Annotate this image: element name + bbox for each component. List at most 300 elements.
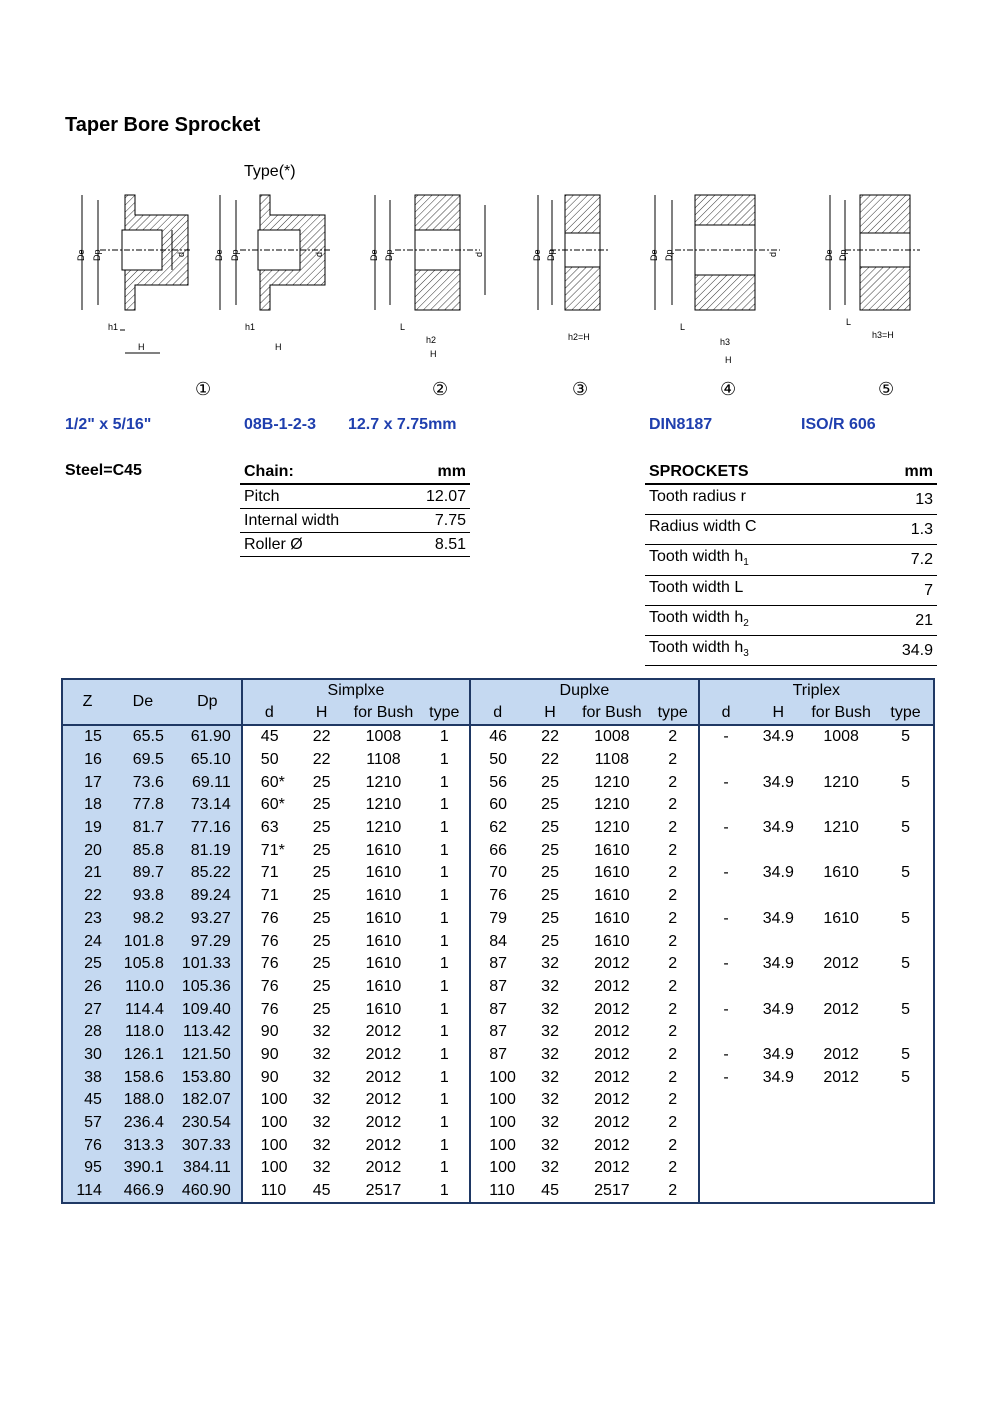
- svg-text:d: d: [176, 251, 186, 257]
- cell-de: 390.1: [112, 1157, 174, 1180]
- cell-simplex-d: 76: [260, 955, 279, 973]
- table-row: [62, 1066, 934, 1089]
- cell-duplex-type: 2: [648, 998, 699, 1021]
- cell-duplex-type: 2: [648, 1066, 699, 1089]
- cell-de: 81.7: [112, 817, 174, 840]
- cell-triplex-type: 5: [901, 1045, 910, 1063]
- cell-duplex-d: 70: [489, 864, 508, 882]
- cell-triplex-d: [699, 1021, 753, 1044]
- cell-duplex-d: 84: [489, 932, 508, 950]
- cell-simplex-h: 25: [312, 955, 331, 973]
- cell-simplex-h: 32: [312, 1023, 331, 1041]
- cell-simplex-bush: 1610: [365, 864, 402, 882]
- cell-triplex-d: -: [723, 955, 729, 973]
- cell-de: 85.8: [112, 839, 174, 862]
- table-row: [62, 1157, 934, 1180]
- cell-simplex-d: 76: [260, 909, 279, 927]
- cell-simplex-d: 76: [260, 977, 279, 995]
- cell-z: 25: [62, 953, 112, 976]
- cell-simplex-type: 1: [419, 839, 470, 862]
- cell-duplex-d: 50: [489, 751, 508, 769]
- drawing-type-4: [649, 195, 780, 365]
- cell-triplex-bush: 2012: [823, 1068, 859, 1086]
- cell-simplex-type: 1: [419, 908, 470, 931]
- cell-triplex-type: 5: [901, 864, 910, 882]
- cell-dp: 93.27: [174, 908, 242, 931]
- cell-duplex-d: 87: [489, 1045, 508, 1063]
- cell-simplex-type: 1: [419, 1112, 470, 1135]
- table-row: [62, 908, 934, 931]
- cell-triplex-bush: 2012: [823, 1045, 859, 1063]
- cell-duplex-bush: 1210: [594, 773, 630, 791]
- col-header-type: type: [878, 702, 934, 725]
- col-header-de: De: [112, 679, 174, 725]
- sprocket-label: Tooth radius r: [645, 484, 863, 515]
- cell-simplex-d: 76: [260, 1000, 279, 1018]
- cell-simplex-bush: 2012: [365, 1091, 402, 1109]
- cell-simplex-h: 32: [312, 1136, 331, 1154]
- table-row: [62, 771, 934, 794]
- table-row: [62, 930, 934, 953]
- table-row: [62, 998, 934, 1021]
- cell-simplex-h: 32: [312, 1045, 331, 1063]
- cell-simplex-h: 25: [312, 841, 331, 859]
- cell-de: 77.8: [112, 794, 174, 817]
- sprocket-dimension-table: [61, 678, 935, 1204]
- cell-simplex-bush: 1108: [366, 751, 401, 769]
- cell-duplex-bush: 2012: [594, 977, 630, 995]
- cell-triplex-bush: [804, 749, 878, 772]
- svg-text:Dp: Dp: [92, 249, 102, 261]
- drawing-type-1b: [214, 195, 330, 352]
- chain-value: 8.51: [397, 533, 470, 557]
- cell-simplex-type: 1: [419, 817, 470, 840]
- cell-duplex-type: 2: [648, 839, 699, 862]
- drawing-type-3: [532, 195, 610, 342]
- svg-text:h1: h1: [245, 322, 256, 332]
- sprockets-header: SPROCKETS: [645, 460, 863, 484]
- cell-z: 57: [62, 1112, 112, 1135]
- svg-text:De: De: [214, 249, 224, 261]
- col-header-d: d: [242, 702, 296, 725]
- cell-simplex-h: 32: [312, 1159, 331, 1177]
- cell-simplex-h: 22: [312, 751, 331, 769]
- cell-duplex-d: 56: [489, 773, 508, 791]
- cell-duplex-bush: 1008: [594, 728, 630, 746]
- cell-simplex-bush: 1610: [365, 887, 402, 905]
- cell-duplex-d: 110: [489, 1182, 515, 1200]
- cell-de: 188.0: [112, 1089, 174, 1112]
- table-row: [62, 839, 934, 862]
- cell-dp: 77.16: [174, 817, 242, 840]
- cell-triplex-h: [752, 1157, 804, 1180]
- cell-simplex-type: 1: [419, 749, 470, 772]
- cell-duplex-h: 25: [541, 864, 559, 882]
- col-header-type: type: [419, 702, 470, 725]
- cell-triplex-bush: [804, 1157, 878, 1180]
- cell-duplex-type: 2: [648, 1180, 699, 1204]
- cell-triplex-h: 34.9: [762, 909, 794, 927]
- cell-de: 105.8: [112, 953, 174, 976]
- cell-simplex-h: 32: [312, 1114, 331, 1132]
- cell-triplex-h: [752, 885, 804, 908]
- sprockets-spec-table: [645, 460, 937, 666]
- table-row: [62, 885, 934, 908]
- cell-simplex-bush: 1210: [365, 796, 402, 814]
- cell-simplex-bush: 1610: [365, 932, 402, 950]
- cell-simplex-type: 1: [419, 1180, 470, 1204]
- sprocket-label: Tooth width $h_3$: [645, 635, 863, 665]
- cell-de: 65.5: [112, 725, 174, 749]
- cell-simplex-d: 90: [260, 1068, 279, 1086]
- cell-duplex-bush: 2012: [594, 1136, 630, 1154]
- cell-triplex-d: -: [723, 864, 729, 882]
- cell-triplex-type: [878, 1157, 934, 1180]
- cell-simplex-d: 110: [260, 1182, 287, 1200]
- cell-simplex-bush: 2012: [365, 1023, 402, 1041]
- type-number-1: ①: [195, 379, 212, 400]
- table-row: [62, 1180, 934, 1204]
- sprocket-value: 13: [863, 484, 937, 515]
- cell-duplex-d: 100: [489, 1114, 516, 1132]
- cell-triplex-bush: [804, 885, 878, 908]
- sprocket-value: 21: [863, 605, 937, 635]
- cell-triplex-d: [699, 976, 753, 999]
- cell-de: 313.3: [112, 1134, 174, 1157]
- chain-spec-table: [240, 460, 470, 557]
- cell-duplex-bush: 2517: [594, 1182, 630, 1200]
- cell-duplex-h: 25: [541, 909, 559, 927]
- cell-duplex-bush: 1210: [594, 819, 630, 837]
- cell-duplex-bush: 2012: [594, 1045, 630, 1063]
- cell-simplex-d: 100: [260, 1136, 288, 1154]
- cell-triplex-bush: [804, 1089, 878, 1112]
- cell-duplex-type: 2: [648, 771, 699, 794]
- cell-duplex-bush: 1610: [594, 841, 630, 859]
- spec-size: 1/2" x 5/16": [65, 416, 152, 433]
- cell-triplex-h: 34.9: [762, 728, 794, 746]
- cell-simplex-bush: 1610: [365, 1000, 402, 1018]
- cell-duplex-h: 32: [541, 1000, 559, 1018]
- cell-simplex-bush: 2012: [365, 1068, 402, 1086]
- svg-text:L: L: [400, 322, 406, 332]
- cell-triplex-h: 34.9: [762, 864, 794, 882]
- cell-triplex-h: 34.9: [762, 1045, 794, 1063]
- cell-simplex-type: 1: [419, 953, 470, 976]
- cell-duplex-d: 87: [489, 977, 508, 995]
- cell-z: 76: [62, 1134, 112, 1157]
- col-header-bush: for Bush: [804, 702, 878, 725]
- cell-triplex-d: [699, 794, 753, 817]
- cell-duplex-type: 2: [648, 1044, 699, 1067]
- cell-duplex-type: 2: [648, 885, 699, 908]
- cell-simplex-type: 1: [419, 976, 470, 999]
- cell-simplex-bush: 1210: [365, 773, 402, 791]
- cell-duplex-type: 2: [648, 817, 699, 840]
- svg-text:H: H: [138, 342, 145, 352]
- cell-simplex-h: 25: [312, 773, 331, 791]
- cell-duplex-d: 46: [489, 728, 508, 746]
- cell-triplex-h: 34.9: [762, 1068, 794, 1086]
- cell-duplex-d: 79: [489, 909, 508, 927]
- chain-value: 7.75: [397, 509, 470, 533]
- cell-duplex-h: 32: [541, 1159, 559, 1177]
- table-row: [62, 817, 934, 840]
- cell-simplex-h: 45: [312, 1182, 331, 1200]
- cell-de: 110.0: [112, 976, 174, 999]
- cell-duplex-h: 32: [541, 1136, 559, 1154]
- cell-triplex-type: 5: [901, 819, 910, 837]
- cell-de: 118.0: [112, 1021, 174, 1044]
- cell-z: 27: [62, 998, 112, 1021]
- chain-label: Pitch: [240, 484, 397, 509]
- cell-duplex-type: 2: [648, 908, 699, 931]
- cell-simplex-bush: 2012: [365, 1136, 402, 1154]
- cell-triplex-type: [878, 976, 934, 999]
- cell-simplex-d: 63: [260, 819, 279, 837]
- table-row: [62, 953, 934, 976]
- cell-simplex-h: 25: [312, 1000, 331, 1018]
- cell-de: 126.1: [112, 1044, 174, 1067]
- table-row: [62, 1134, 934, 1157]
- cell-duplex-d: 87: [489, 1023, 508, 1041]
- drawing-type-5: [824, 195, 920, 340]
- cell-z: 24: [62, 930, 112, 953]
- cell-triplex-d: [699, 1112, 753, 1135]
- cell-simplex-h: 32: [312, 1091, 331, 1109]
- cell-dp: 97.29: [174, 930, 242, 953]
- spec-din: DIN8187: [649, 416, 713, 433]
- cell-duplex-d: 62: [489, 819, 508, 837]
- col-header-d: d: [699, 702, 753, 725]
- cell-simplex-d: 76: [260, 932, 279, 950]
- cell-triplex-d: [699, 930, 753, 953]
- cell-triplex-bush: [804, 1134, 878, 1157]
- cell-dp: 61.90: [174, 725, 242, 749]
- cell-simplex-d: 90: [260, 1045, 279, 1063]
- cell-duplex-bush: 2012: [594, 1114, 630, 1132]
- cell-de: 89.7: [112, 862, 174, 885]
- cell-triplex-h: [752, 1021, 804, 1044]
- cell-de: 101.8: [112, 930, 174, 953]
- cell-duplex-type: 2: [648, 749, 699, 772]
- chain-header: Chain:: [240, 460, 397, 484]
- cell-dp: 73.14: [174, 794, 242, 817]
- cell-de: 158.6: [112, 1066, 174, 1089]
- cell-duplex-h: 22: [541, 751, 559, 769]
- cell-dp: 182.07: [174, 1089, 242, 1112]
- cell-triplex-type: [878, 1021, 934, 1044]
- cell-triplex-d: [699, 1134, 753, 1157]
- cell-dp: 384.11: [174, 1157, 242, 1180]
- chain-label: Roller Ø: [240, 533, 397, 557]
- cell-simplex-d: 71: [260, 864, 279, 882]
- svg-text:Dp: Dp: [230, 249, 240, 261]
- svg-text:De: De: [76, 249, 86, 261]
- cell-duplex-d: 100: [489, 1091, 516, 1109]
- spec-iso: ISO/R 606: [801, 416, 876, 433]
- cell-triplex-bush: 1610: [823, 909, 859, 927]
- cell-duplex-type: 2: [648, 1089, 699, 1112]
- cell-dp: 69.11: [174, 771, 242, 794]
- cell-triplex-bush: [804, 1021, 878, 1044]
- cell-duplex-type: 2: [648, 1157, 699, 1180]
- cell-simplex-d: 60*: [260, 796, 285, 814]
- page-title: Taper Bore Sprocket: [65, 114, 261, 136]
- cell-simplex-h: 25: [312, 909, 331, 927]
- cell-simplex-h: 25: [312, 796, 331, 814]
- cell-simplex-d: 60*: [260, 773, 285, 791]
- cell-triplex-d: -: [723, 728, 729, 746]
- svg-text:Dp: Dp: [664, 249, 674, 261]
- svg-text:Dp: Dp: [546, 249, 556, 261]
- cell-duplex-type: 2: [648, 1112, 699, 1135]
- cell-duplex-d: 87: [489, 955, 508, 973]
- cell-duplex-h: 25: [541, 841, 559, 859]
- cell-z: 16: [62, 749, 112, 772]
- cell-duplex-d: 100: [489, 1136, 516, 1154]
- cell-triplex-d: [699, 1089, 753, 1112]
- cell-duplex-type: 2: [648, 725, 699, 749]
- cell-duplex-d: 60: [489, 796, 508, 814]
- cell-simplex-type: 1: [419, 1134, 470, 1157]
- cell-simplex-bush: 2012: [365, 1045, 402, 1063]
- cell-duplex-h: 32: [541, 977, 559, 995]
- group-header-triplex: Triplex: [699, 679, 934, 702]
- cell-triplex-h: [752, 1180, 804, 1204]
- cell-simplex-type: 1: [419, 725, 470, 749]
- svg-text:De: De: [824, 249, 834, 261]
- cell-triplex-h: 34.9: [762, 1000, 794, 1018]
- cell-duplex-bush: 1108: [594, 751, 630, 769]
- cell-de: 236.4: [112, 1112, 174, 1135]
- cell-simplex-h: 25: [312, 864, 331, 882]
- cell-duplex-bush: 1210: [594, 796, 630, 814]
- cell-duplex-type: 2: [648, 930, 699, 953]
- cell-duplex-h: 25: [541, 932, 559, 950]
- cell-triplex-d: [699, 839, 753, 862]
- cell-triplex-type: [878, 885, 934, 908]
- cell-simplex-bush: 1210: [365, 819, 402, 837]
- cell-triplex-bush: [804, 930, 878, 953]
- cell-simplex-type: 1: [419, 794, 470, 817]
- cell-triplex-d: -: [723, 1000, 729, 1018]
- svg-text:d: d: [474, 251, 484, 257]
- cell-simplex-type: 1: [419, 885, 470, 908]
- col-header-bush: for Bush: [576, 702, 648, 725]
- cell-duplex-type: 2: [648, 1021, 699, 1044]
- cell-simplex-d: 45: [260, 728, 279, 746]
- cell-triplex-d: -: [723, 1068, 729, 1086]
- cell-z: 114: [62, 1180, 112, 1204]
- cell-simplex-d: 71*: [260, 841, 285, 859]
- group-header-duplex: Duplxe: [470, 679, 698, 702]
- cell-de: 73.6: [112, 771, 174, 794]
- col-header-bush: for Bush: [348, 702, 420, 725]
- cell-simplex-type: 1: [419, 862, 470, 885]
- cell-duplex-h: 25: [541, 819, 559, 837]
- cell-duplex-h: 32: [541, 1045, 559, 1063]
- sprocket-value: 7.2: [863, 545, 937, 575]
- cell-triplex-d: [699, 1180, 753, 1204]
- cell-duplex-bush: 1610: [594, 909, 630, 927]
- cell-simplex-bush: 1610: [365, 909, 402, 927]
- cell-triplex-type: [878, 794, 934, 817]
- cell-simplex-d: 90: [260, 1023, 279, 1041]
- cell-duplex-h: 45: [541, 1182, 559, 1200]
- cell-triplex-type: 5: [901, 1068, 910, 1086]
- cell-duplex-d: 87: [489, 1000, 508, 1018]
- cell-dp: 230.54: [174, 1112, 242, 1135]
- sprocket-value: 7: [863, 575, 937, 605]
- type-number-2: ②: [432, 379, 449, 400]
- cell-simplex-type: 1: [419, 1044, 470, 1067]
- sprockets-unit: mm: [863, 460, 937, 484]
- svg-text:h2: h2: [426, 335, 437, 345]
- cell-simplex-d: 71: [260, 887, 279, 905]
- cell-de: 93.8: [112, 885, 174, 908]
- type-number-5: ⑤: [878, 379, 895, 400]
- cell-triplex-type: 5: [901, 773, 910, 791]
- cell-duplex-type: 2: [648, 976, 699, 999]
- cell-duplex-type: 2: [648, 953, 699, 976]
- cell-duplex-h: 25: [541, 887, 559, 905]
- cell-dp: 65.10: [174, 749, 242, 772]
- svg-text:h3: h3: [720, 337, 731, 347]
- table-row: [62, 725, 934, 749]
- svg-text:L: L: [680, 322, 686, 332]
- cell-dp: 113.42: [174, 1021, 242, 1044]
- cell-de: 69.5: [112, 749, 174, 772]
- table-row: [62, 794, 934, 817]
- cell-simplex-bush: 1610: [365, 977, 402, 995]
- cell-duplex-bush: 1610: [594, 864, 630, 882]
- type-label: Type(*): [244, 163, 296, 180]
- cell-simplex-type: 1: [419, 930, 470, 953]
- cell-triplex-bush: 2012: [823, 1000, 859, 1018]
- cell-dp: 307.33: [174, 1134, 242, 1157]
- cell-duplex-d: 100: [489, 1159, 516, 1177]
- cell-triplex-h: 34.9: [762, 819, 794, 837]
- cell-simplex-d: 50: [260, 751, 279, 769]
- cell-simplex-bush: 2517: [365, 1182, 402, 1200]
- cell-triplex-h: [752, 1089, 804, 1112]
- svg-text:d: d: [314, 251, 324, 257]
- cell-duplex-type: 2: [648, 862, 699, 885]
- svg-text:d: d: [768, 251, 778, 257]
- cell-simplex-d: 100: [260, 1114, 288, 1132]
- table-row: [62, 749, 934, 772]
- cell-de: 98.2: [112, 908, 174, 931]
- cell-triplex-type: [878, 1089, 934, 1112]
- table-row: [62, 1021, 934, 1044]
- cell-z: 17: [62, 771, 112, 794]
- cell-simplex-bush: 1610: [365, 955, 402, 973]
- chain-value: 12.07: [397, 484, 470, 509]
- cell-dp: 85.22: [174, 862, 242, 885]
- col-header-h: H: [296, 702, 348, 725]
- cell-simplex-bush: 2012: [365, 1159, 402, 1177]
- table-row: [62, 862, 934, 885]
- table-row: [62, 1089, 934, 1112]
- cell-triplex-bush: 2012: [823, 955, 859, 973]
- cell-dp: 153.80: [174, 1066, 242, 1089]
- svg-text:h2=H: h2=H: [568, 332, 590, 342]
- sprocket-label: Tooth width L: [645, 575, 863, 605]
- drawing-type-2: [369, 195, 485, 359]
- cell-duplex-bush: 2012: [594, 1000, 630, 1018]
- cell-duplex-h: 25: [541, 773, 559, 791]
